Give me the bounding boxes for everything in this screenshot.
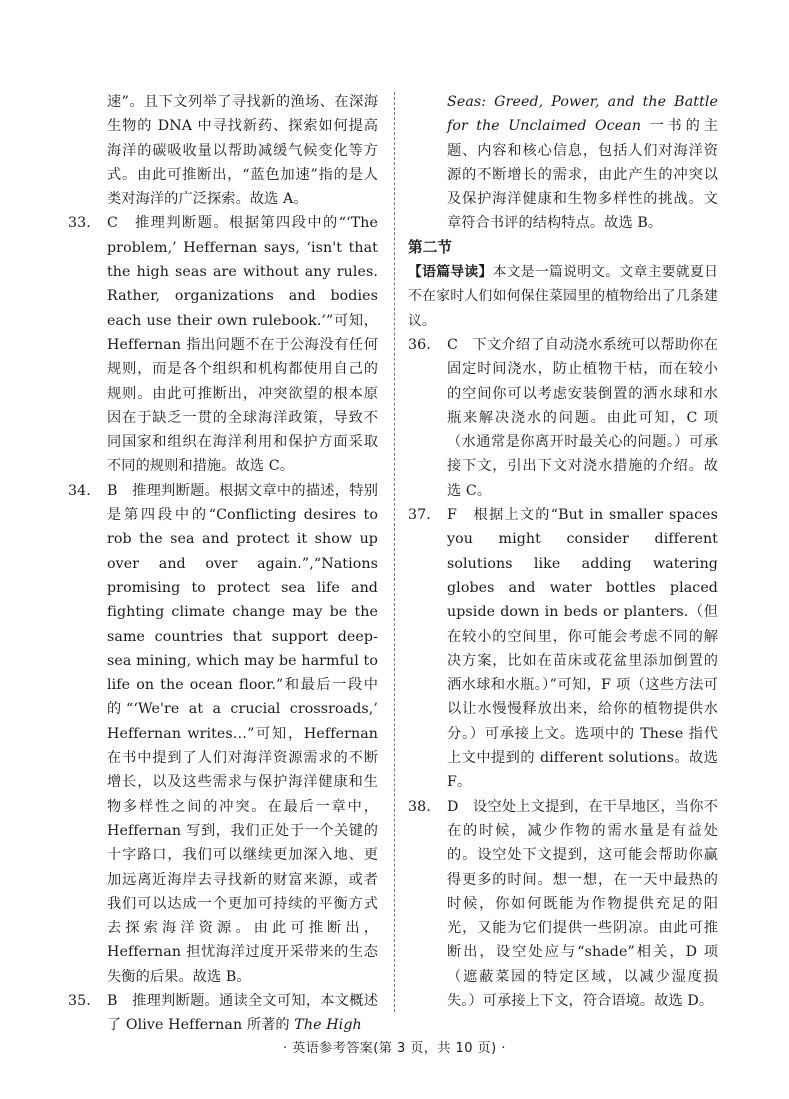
item-text: C 下文介绍了自动浇水系统可以帮助你在固定时间浇水，防止植物干枯，而在较小的空间你可以考虑安装倒置的洒水球和水瓶来解决浇水的问题。由此可知，C 项（水通常是你离开时最关心的问题。）可承接下文，引出下文对浇水措施的介绍。故选 C。 [447, 336, 718, 499]
answer-item-35 [68, 989, 378, 1038]
item-number: 37. [408, 507, 431, 524]
right-column [408, 90, 718, 1013]
guide-tag: 【语篇导读】 [408, 264, 493, 281]
answer-item-33 [68, 211, 378, 478]
book-title-part: The High [294, 1017, 362, 1034]
answer-item-36 [408, 333, 718, 503]
answer-item-37 [408, 503, 718, 795]
item-number: 38. [408, 798, 431, 815]
item-text: F 根据上文的“But in smaller spaces you might consider different solutions like adding watering globes and water bottles placed upside down in beds or planters.（但在较小的空间里，你可能会考虑不同的解决方案，比如在苗床或花盆里添加倒置的洒水球和水瓶。）”可知，F 项（这些方法可以让水慢慢释放出来，给你的植物提供水分。）可承接上文。选项中的 These 指代上文中提到的 different solutions。故选 F。 [447, 507, 718, 791]
item-text: 一书的主题、内容和核心信息，包括人们对海洋资源的不断增长的需求，由此产生的冲突以及保护海洋健康和生物多样性的挑战。文章符合书评的结构特点。故选 B。 [447, 118, 718, 232]
item-text: C 推理判断题。根据第四段中的“‘The problem,’ Heffernan says, ‘isn't that the high seas are without any rules. Rather, organizations and bodies each use their own rulebook.’”可知，Heffernan 指出问题不在于公海没有任何规则，而是各个组织和机构都使用自己的规则。由此可推断出，冲突欲望的根本原因在于缺乏一贯的全球海洋政策，导致不同国家和组织在海洋利用和保护方面采取不同的规则和措施。故选 C。 [107, 215, 378, 475]
guide-text: 本文是一篇说明文。文章主要就夏日不在家时人们如何保住菜园里的植物给出了几条建议。 [408, 264, 718, 329]
item-number: 34. [68, 482, 91, 499]
answer-item-38 [408, 795, 718, 1014]
page-footer: · 英语参考答案(第 3 页，共 10 页) · [282, 1041, 506, 1056]
passage-guide [408, 260, 718, 333]
item-number: 35. [68, 992, 91, 1009]
item-number: 36. [408, 336, 431, 353]
item-text: B 推理判断题。通读全文可知，本文概述了 Olive Heffernan 所著的 [107, 992, 378, 1034]
item-number: 33. [68, 215, 91, 232]
book-title-part: Seas: Greed, Power, and the Battle for the Unclaimed Ocean [447, 94, 718, 135]
section-title: 第二节 [408, 238, 453, 256]
answer-item-35-continued [408, 90, 718, 236]
answer-item-34 [68, 479, 378, 989]
left-column [68, 90, 378, 1038]
item-text: D 设空处上文提到，在干旱地区，当你不在的时候，减少作物的需水量是有益处的。设空处下文提到，这可能会帮助你赢得更多的时间。想一想，在一天中最热的时候，你如何既能为作物提供充足的阳光，又能为它们提供一些阴凉。由此可推断出，设空处应与“shade”相关，D 项（遮蔽菜园的特定区域，以减少湿度损失。）可承接上下文，符合语境。故选 D。 [447, 798, 718, 1009]
intro-paragraph: 速”。且下文列举了寻找新的渔场、在深海生物的 DNA 中寻找新药、探索如何提高海洋的碳吸收量以帮助减缓气候变化等方式。由此可推断出，“蓝色加速”指的是人类对海洋的广泛探索。故选 A。 [107, 94, 378, 208]
item-text: B 推理判断题。根据文章中的描述，特别是第四段中的“Conflicting desires to rob the sea and protect it show up over and over again.”,“Nations promising to protect sea life and fighting climate change may be the same countries that support deep-sea mining, which may be harmful to life on the ocean floor.”和最后一段中的“‘We're at a crucial crossroads,’ Heffernan writes…”可知，Heffernan 在书中提到了人们对海洋资源需求的不断增长，以及这些需求与保护海洋健康和生物多样性之间的冲突。在最后一章中，Heffernan 写到，我们正处于一个关键的十字路口，我们可以继续更加深入地、更加远离近海岸去寻找新的财富来源，或者我们可以达成一个更加可持续的平衡方式去探索海洋资源。由此可推断出，Heffernan 担忧海洋过度开采带来的生态失衡的后果。故选 B。 [107, 482, 378, 985]
column-divider [394, 92, 395, 1012]
